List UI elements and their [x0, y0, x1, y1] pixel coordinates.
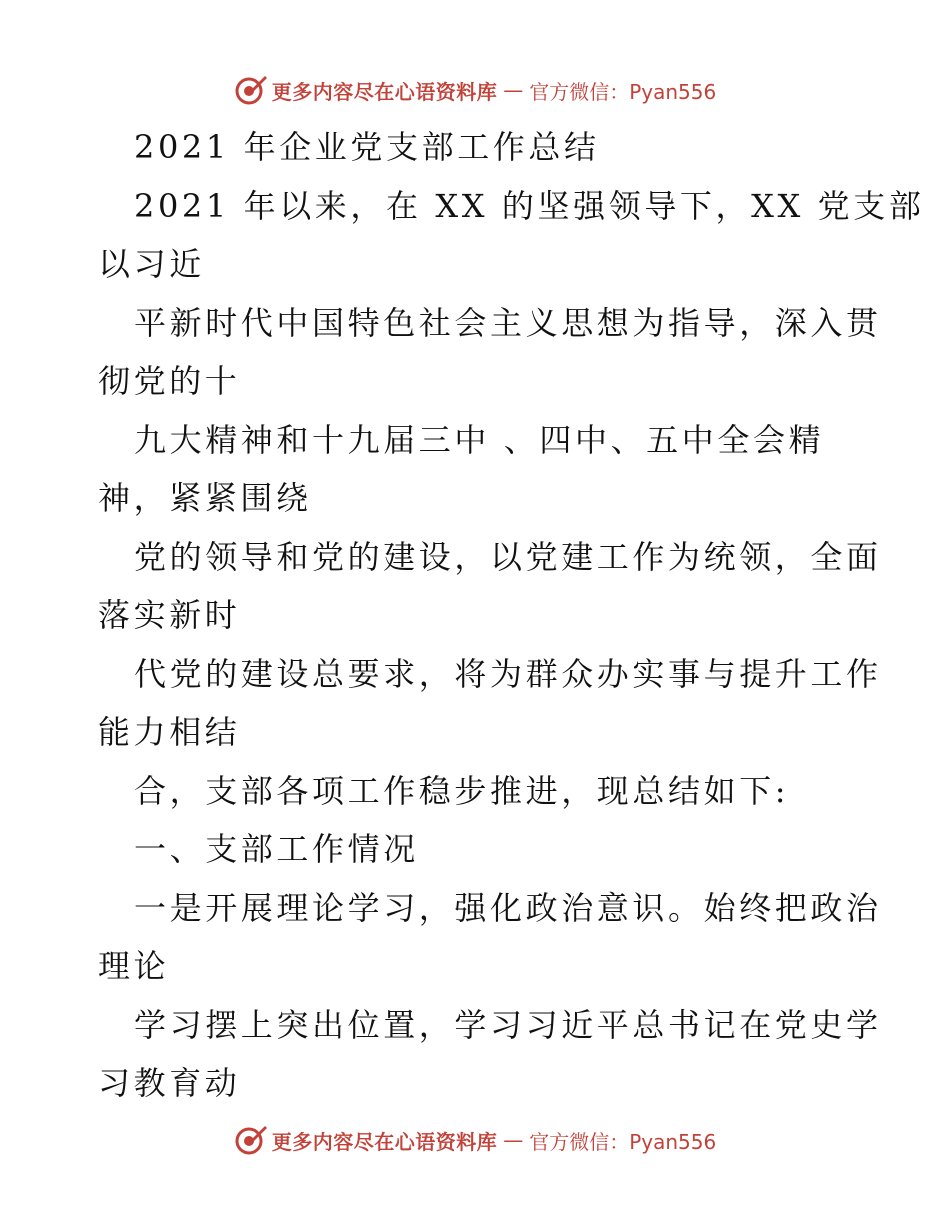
paragraph-line: 能力相结 — [98, 713, 241, 751]
banner-contact: 官方微信：Pyan556 — [529, 1129, 717, 1154]
paragraph-line: 理论 — [98, 947, 170, 985]
paragraph-line: 学习摆上突出位置，学习习近平总书记在党史学 — [134, 1005, 882, 1044]
paragraph-line: 以习近 — [98, 245, 205, 283]
paragraph-line: 平新时代中国特色社会主义思想为指导，深入贯 — [134, 303, 882, 342]
pen-logo-icon — [234, 1123, 268, 1157]
paragraph-line: 代党的建设总要求，将为群众办实事与提升工作 — [134, 654, 882, 693]
paragraph-line: 九大精神和十九届三中 、四中、五中全会精 — [134, 420, 825, 459]
pen-logo-icon — [234, 73, 268, 107]
banner-contact: 官方微信：Pyan556 — [529, 79, 717, 104]
paragraph-line: 合，支部各项工作稳步推进，现总结如下: — [134, 771, 790, 810]
banner-dash: — — [503, 1128, 524, 1152]
paragraph-line: 彻党的十 — [98, 362, 241, 400]
document-body — [98, 118, 925, 1113]
paragraph-line: 一、支部工作情况 — [134, 830, 419, 868]
banner-slogan: 更多内容尽在心语资料库 — [271, 79, 498, 104]
paragraph-line: 一是开展理论学习，强化政治意识。始终把政治 — [134, 888, 882, 927]
paragraph-line: 习教育动 — [98, 1064, 241, 1102]
paragraph-line: 党的领导和党的建设，以党建工作为统领，全面 — [134, 537, 882, 576]
banner-slogan: 更多内容尽在心语资料库 — [271, 1129, 498, 1154]
banner-dash: — — [503, 78, 524, 102]
paragraph-line: 2021 年以来，在 XX 的坚强领导下，XX 党支部 — [134, 186, 925, 225]
header-watermark-banner — [0, 70, 950, 110]
footer-watermark-banner — [0, 1120, 950, 1160]
document-title: 2021 年企业党支部工作总结 — [134, 128, 600, 166]
paragraph-line: 落实新时 — [98, 596, 241, 634]
paragraph-line: 神，紧紧围绕 — [98, 479, 312, 517]
